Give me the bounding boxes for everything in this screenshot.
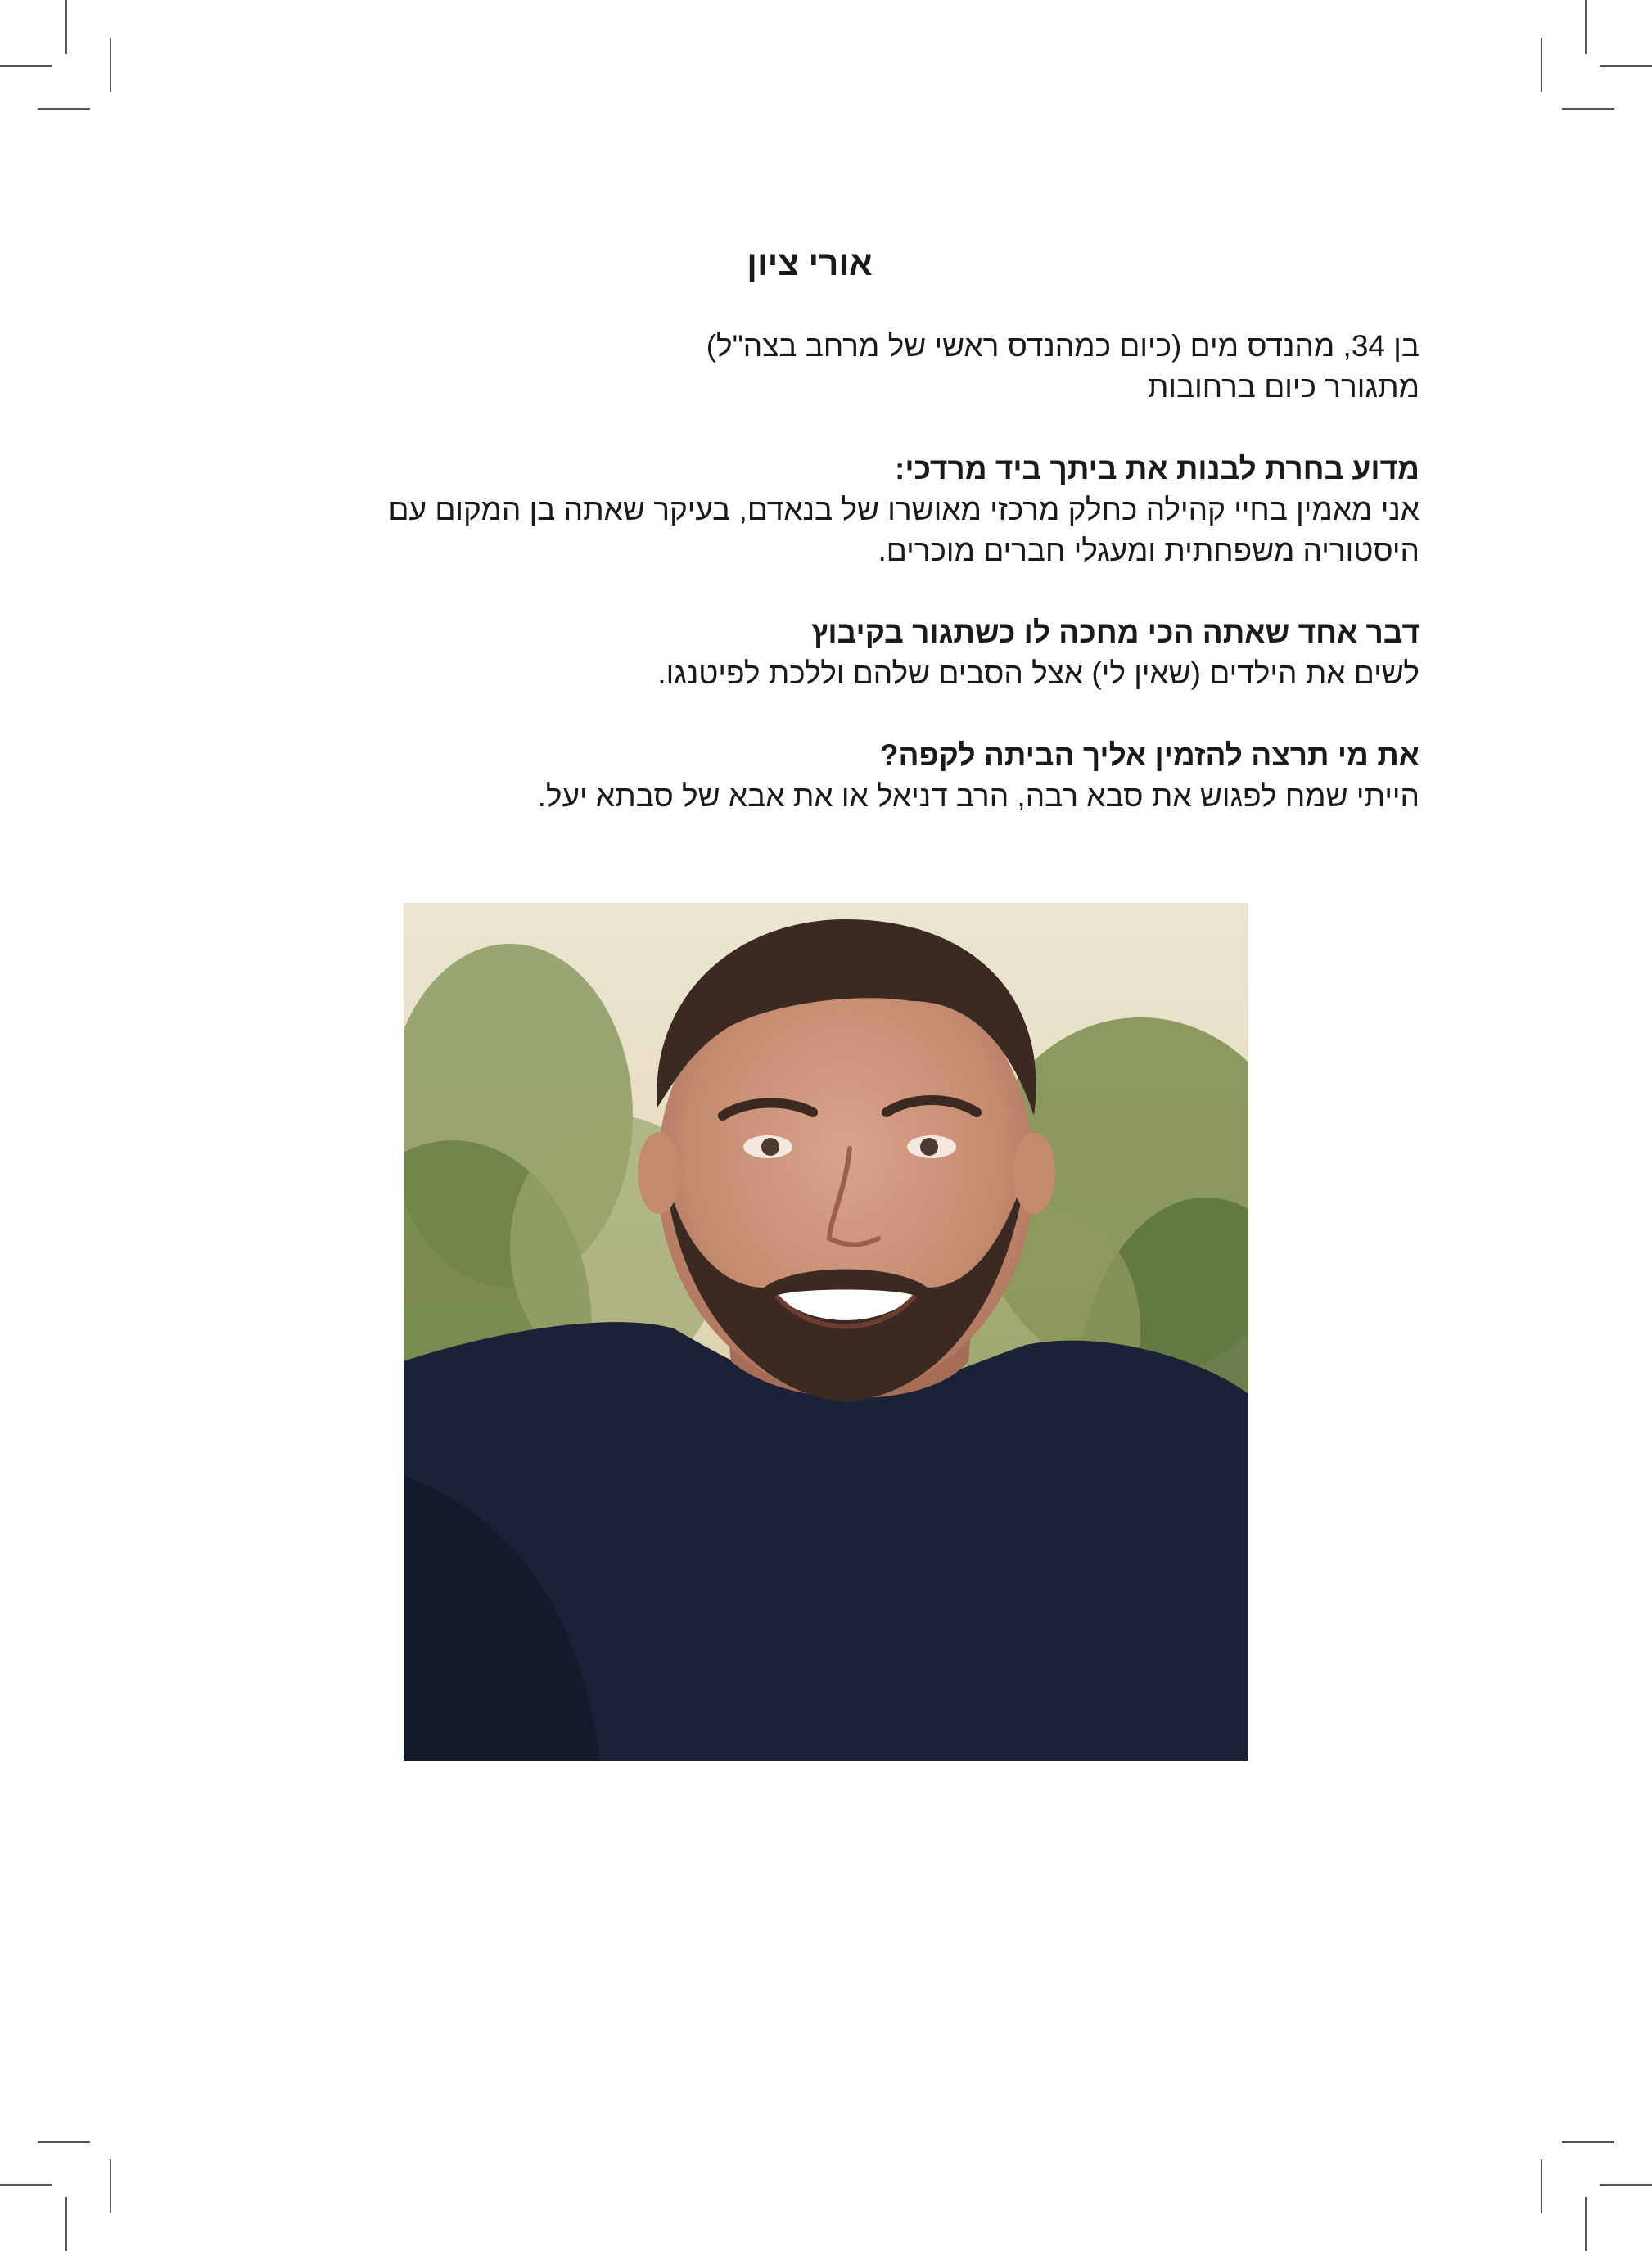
intro-line: מתגורר כיום ברחובות bbox=[1147, 370, 1420, 404]
crop-mark bbox=[1541, 38, 1542, 92]
profile-name: אורי ציון bbox=[747, 244, 873, 282]
crop-mark bbox=[1541, 2159, 1542, 2213]
crop-mark bbox=[0, 65, 52, 67]
crop-mark bbox=[110, 38, 111, 92]
crop-mark bbox=[110, 2159, 111, 2213]
profile-text bbox=[246, 326, 1420, 817]
crop-mark bbox=[1585, 0, 1587, 54]
section-answer: היסטוריה משפחתית ומעגלי חברים מוכרים. bbox=[878, 534, 1420, 567]
crop-mark bbox=[65, 2197, 67, 2251]
crop-mark bbox=[1562, 108, 1614, 110]
crop-mark bbox=[0, 2184, 52, 2186]
crop-mark bbox=[1600, 65, 1652, 67]
portrait-photo bbox=[404, 903, 1248, 1761]
section-answer: הייתי שמח לפגוש את סבא רבה, הרב דניאל או את אבא של סבתא יעל. bbox=[537, 779, 1420, 813]
crop-mark bbox=[1585, 2197, 1587, 2251]
crop-mark bbox=[1600, 2184, 1652, 2186]
crop-mark bbox=[38, 108, 90, 110]
crop-mark bbox=[38, 2141, 90, 2143]
section-question: את מי תרצה להזמין אליך הביתה לקפה? bbox=[879, 738, 1420, 772]
section-question: דבר אחד שאתה הכי מחכה לו כשתגור בקיבוץ bbox=[811, 616, 1420, 649]
section-answer: אני מאמין בחיי קהילה כחלק מרכזי מאושרו של בנאדם, בעיקר שאתה בן המקום עם bbox=[388, 493, 1420, 526]
section-answer: לשים את הילדים (שאין לי) אצל הסבים שלהם וללכת לפיטנגו. bbox=[657, 656, 1420, 690]
crop-mark bbox=[1562, 2141, 1614, 2143]
intro-line: בן 34, מהנדס מים (כיום כמהנדס ראשי של מרחב בצה"ל) bbox=[706, 329, 1420, 363]
crop-mark bbox=[65, 0, 67, 54]
section-question: מדוע בחרת לבנות את ביתך ביד מרדכי: bbox=[895, 452, 1420, 485]
